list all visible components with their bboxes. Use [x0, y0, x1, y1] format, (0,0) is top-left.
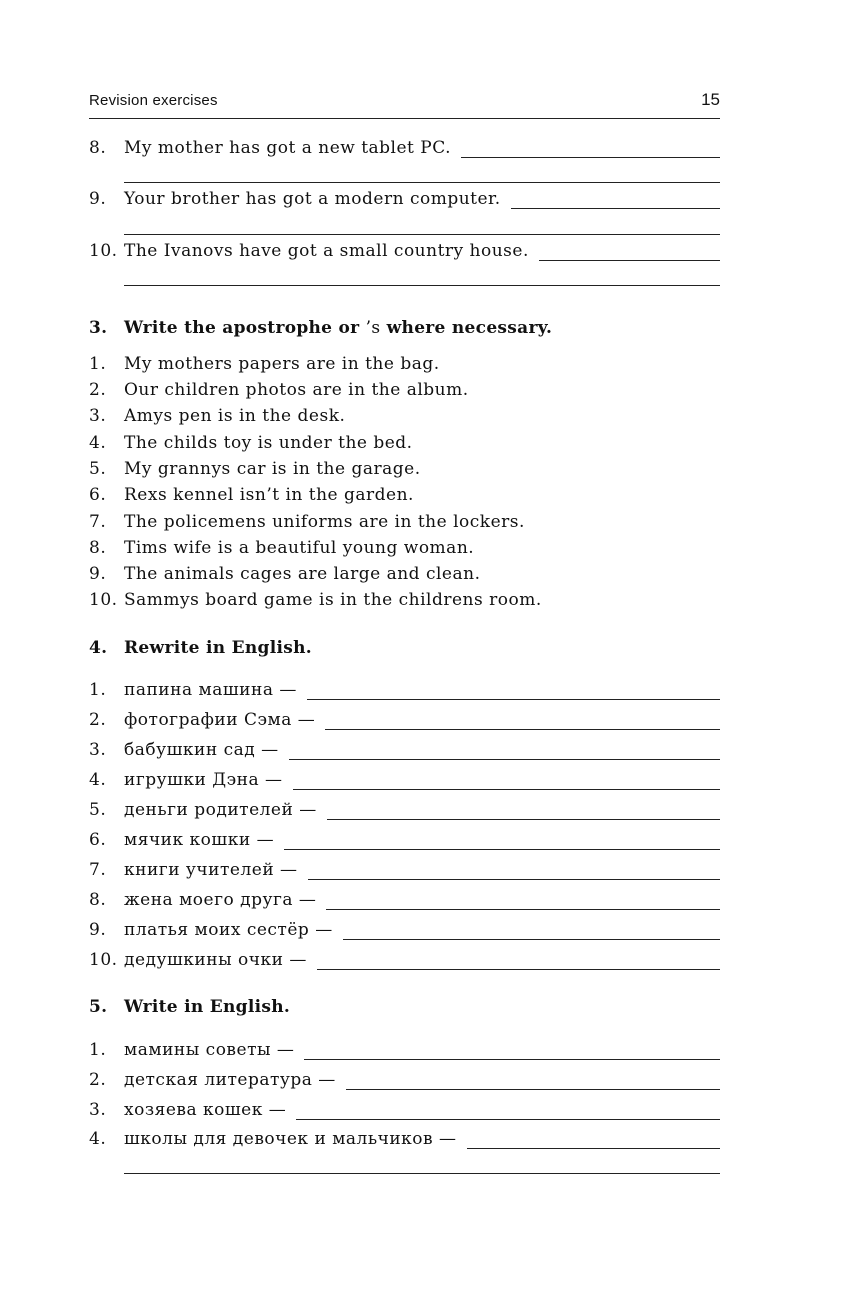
item-number: 8.: [89, 138, 107, 158]
answer-line[interactable]: [346, 1072, 720, 1090]
answer-line[interactable]: [326, 892, 720, 910]
item-text: фотографии Сэма —: [124, 710, 316, 730]
running-head-title: Revision exercises: [89, 92, 218, 109]
running-head: [89, 90, 720, 119]
item-text: школы для девочек и мальчиков —: [124, 1129, 457, 1149]
item-text: My mothers papers are in the bag.: [124, 354, 440, 374]
item-text: книги учителей —: [124, 860, 298, 880]
answer-line[interactable]: [317, 952, 720, 970]
item-text: The Ivanovs have got a small country house.: [124, 241, 529, 261]
exercise-4-item: 2. фотографии Сэма —: [89, 710, 720, 736]
exercise-4-item: 6. мячик кошки —: [89, 830, 720, 856]
exercise-2-item-8: [89, 138, 720, 164]
exercise-2-item-10: [89, 241, 720, 267]
answer-line[interactable]: [296, 1102, 720, 1120]
page-number: 15: [701, 90, 720, 109]
exercise-3-item: 3. Amys pen is in the desk.: [89, 406, 346, 426]
exercise-4-item: 10. дедушкины очки —: [89, 950, 720, 976]
item-text: My mother has got a new tablet PC.: [124, 138, 452, 158]
answer-line[interactable]: [124, 1173, 720, 1174]
item-text: платья моих сестёр —: [124, 920, 333, 940]
item-text: дедушкины очки —: [124, 950, 307, 970]
item-text: Our children photos are in the album.: [124, 380, 469, 400]
item-text: The animals cages are large and clean.: [124, 564, 481, 584]
item-text: Rexs kennel isn’t in the garden.: [124, 485, 414, 505]
item-number: 9.: [89, 189, 107, 209]
item-text: My grannys car is in the garage.: [124, 459, 421, 479]
answer-line[interactable]: [124, 234, 720, 235]
answer-line[interactable]: [308, 862, 720, 880]
answer-line[interactable]: [511, 191, 720, 209]
exercise-4-item: 5. деньги родителей —: [89, 800, 720, 826]
answer-line[interactable]: [461, 140, 720, 158]
item-text: игрушки Дэна —: [124, 770, 283, 790]
item-text: жена моего друга —: [124, 890, 317, 910]
answer-line[interactable]: [124, 182, 720, 183]
exercise-3-item: 5. My grannys car is in the garage.: [89, 459, 421, 479]
exercise-4-item: 4. игрушки Дэна —: [89, 770, 720, 796]
exercise-3-item: 2. Our children photos are in the album.: [89, 380, 469, 400]
item-text: мячик кошки —: [124, 830, 275, 850]
exercise-4-item: 3. бабушкин сад —: [89, 740, 720, 766]
answer-line[interactable]: [124, 285, 720, 286]
textbook-page: Revision exercises 15 8. My mother has got a new tablet PC. 9. Your brother has got a modern computer. 10. The Ivanovs have got a small country house. 3. Write the apostrophe or ’s where necessary. 1. My mothers papers are in the bag. 2. Our children photos are in the album. 3. Amys pen is in the desk. 4. The childs toy is under the bed. 5. My grannys car is in the garage. 6. Rexs kennel isn’t in the garden. 7. The policemens uniforms are in the lockers. 8. Tims wife is a beautiful young woman. 9. The animals cages are large and clean. 10. Sammys board game is in the childrens room. 4. Rewrite in English. 1. папина машина — 2. фотографии Сэма — 3. бабушкин сад — 4. игрушки Дэна — 5. деньги родителей — 6. мячик кошки — 7. книги учителей — 8. жена моего друга — 9. платья моих сестёр — 10. дедушкины очки — 5. Write in English. 1. мамины советы — 2. детская литература — 3. хозяева кошек — 4. школы для девочек и мальчиков —: [0, 0, 845, 1312]
answer-line[interactable]: [304, 1042, 720, 1060]
item-text: бабушкин сад —: [124, 740, 279, 760]
exercise-3-item: 7. The policemens uniforms are in the lockers.: [89, 512, 525, 532]
item-text: детская литература —: [124, 1070, 336, 1090]
answer-line[interactable]: [307, 682, 720, 700]
item-text: хозяева кошек —: [124, 1100, 287, 1120]
exercise-4-item: 8. жена моего друга —: [89, 890, 720, 916]
exercise-5-item: 1. мамины советы —: [89, 1040, 720, 1066]
exercise-5-title: Write in English.: [124, 997, 291, 1017]
exercise-3-item: 6. Rexs kennel isn’t in the garden.: [89, 485, 414, 505]
exercise-3-item: 8. Tims wife is a beautiful young woman.: [89, 538, 475, 558]
answer-line[interactable]: [289, 742, 720, 760]
answer-line[interactable]: [467, 1131, 720, 1149]
item-text: The childs toy is under the bed.: [124, 433, 413, 453]
exercise-5-item: 2. детская литература —: [89, 1070, 720, 1096]
exercise-3-item: 4. The childs toy is under the bed.: [89, 433, 413, 453]
exercise-4-item: 1. папина машина —: [89, 680, 720, 706]
exercise-4-title: Rewrite in English.: [124, 638, 312, 658]
exercise-4-item: 9. платья моих сестёр —: [89, 920, 720, 946]
item-text: Amys pen is in the desk.: [124, 406, 346, 426]
item-text: папина машина —: [124, 680, 297, 700]
answer-line[interactable]: [343, 922, 720, 940]
item-text: The policemens uniforms are in the lockers.: [124, 512, 525, 532]
exercise-5-item: 3. хозяева кошек —: [89, 1100, 720, 1126]
exercise-2-item-9: [89, 189, 720, 215]
answer-line[interactable]: [327, 802, 720, 820]
exercise-3-item: 1. My mothers papers are in the bag.: [89, 354, 440, 374]
item-text: Sammys board game is in the childrens room.: [124, 590, 542, 610]
answer-line[interactable]: [539, 243, 720, 261]
exercise-4-item: 7. книги учителей —: [89, 860, 720, 886]
answer-line[interactable]: [284, 832, 720, 850]
item-text: Tims wife is a beautiful young woman.: [124, 538, 475, 558]
item-text: Your brother has got a modern computer.: [124, 189, 501, 209]
exercise-3-item: 9. The animals cages are large and clean.: [89, 564, 481, 584]
item-number: 10.: [89, 241, 118, 261]
item-text: мамины советы —: [124, 1040, 295, 1060]
exercise-3-item: 10. Sammys board game is in the childrens room.: [89, 590, 542, 610]
answer-line[interactable]: [325, 712, 720, 730]
exercise-3-title: Write the apostrophe or ’s where necessary.: [124, 318, 553, 338]
exercise-5-item: 4. школы для девочек и мальчиков —: [89, 1129, 720, 1155]
answer-line[interactable]: [293, 772, 721, 790]
item-text: деньги родителей —: [124, 800, 317, 820]
